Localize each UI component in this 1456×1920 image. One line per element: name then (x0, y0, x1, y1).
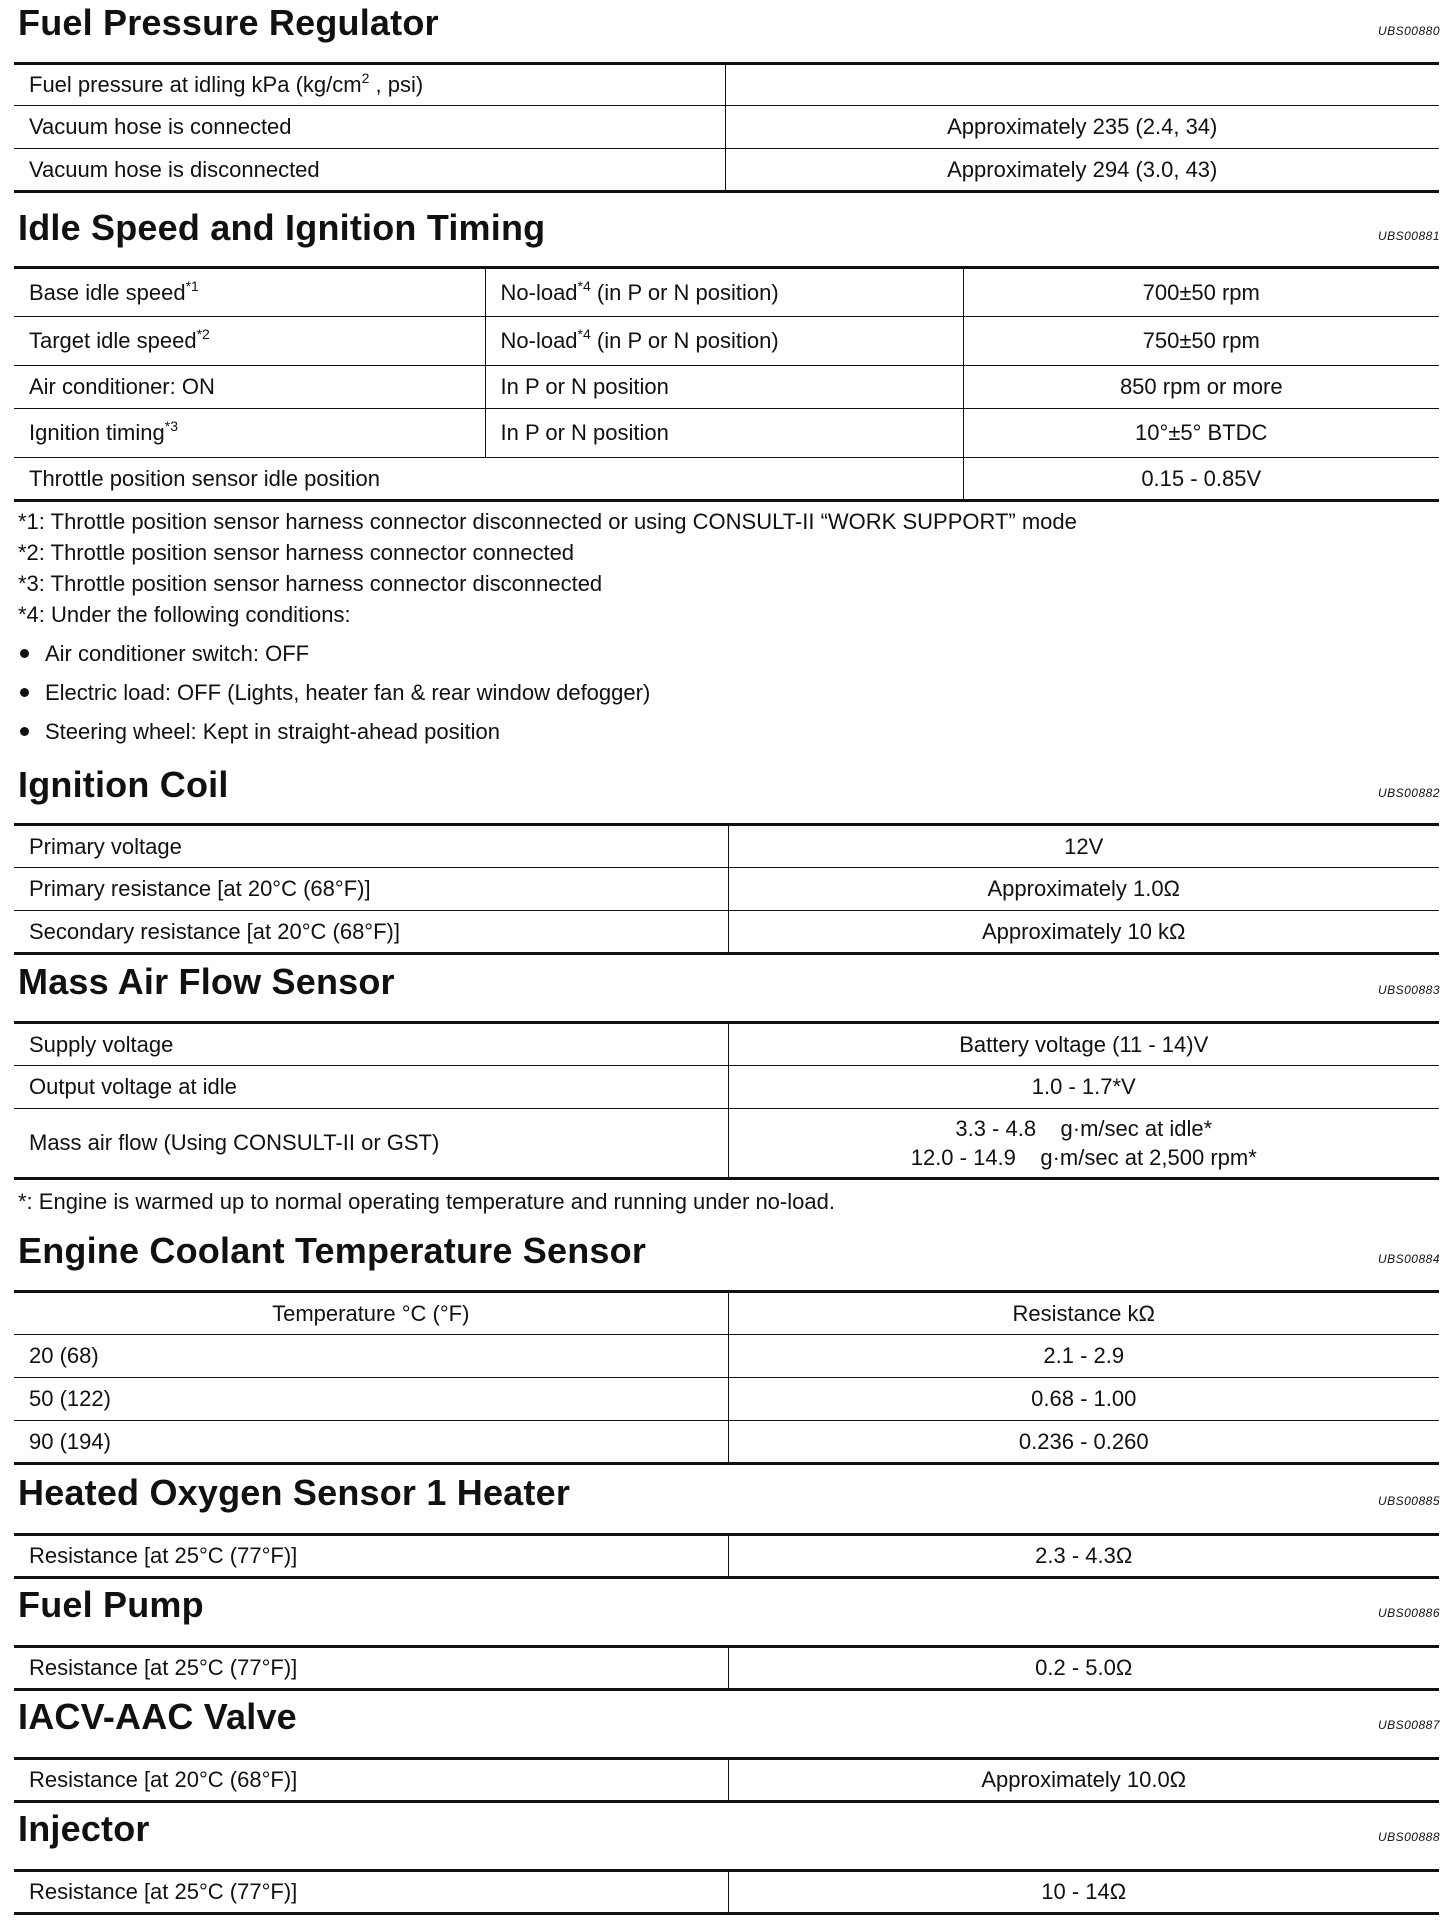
row-label: Target idle speed$^{*2}$ (14, 317, 485, 366)
bullet-icon (20, 649, 29, 658)
table-row (14, 868, 1439, 911)
row-label: Resistance [at 25°C (77°F)] (14, 1535, 728, 1578)
row-label: Ignition timing$^{*3}$ (14, 409, 485, 458)
row-value: 2.3 - 4.3Ω (728, 1535, 1439, 1578)
section-code: UBS00883 (1377, 983, 1440, 997)
bullet-icon (20, 688, 29, 697)
condition-bullet: Air conditioner switch: OFF (18, 641, 309, 667)
footnote: *4: Under the following conditions: (18, 602, 351, 627)
table-row (14, 1109, 1439, 1179)
row-label: Supply voltage (14, 1023, 728, 1066)
row-value (725, 64, 1439, 106)
row-condition: In P or N position (485, 409, 963, 458)
condition-bullet: Steering wheel: Kept in straight-ahead position (18, 719, 500, 745)
row-value: Approximately 1.0Ω (728, 868, 1439, 911)
row-condition: In P or N position (485, 366, 963, 409)
row-value: 0.15 - 0.85V (963, 458, 1439, 501)
table-row (14, 366, 1439, 409)
column-header: Temperature °C (°F) (14, 1292, 728, 1335)
section-code: UBS00882 (1377, 786, 1440, 800)
row-label: Air conditioner: ON (14, 366, 485, 409)
table-row (14, 458, 1439, 501)
row-condition: No-load$^{*4}$ (in P or N position) (485, 268, 963, 317)
table-row (14, 409, 1439, 458)
table-row (14, 149, 1439, 192)
row-label: Secondary resistance [at 20°C (68°F)] (14, 911, 728, 954)
table-row (14, 1378, 1439, 1421)
row-label: Resistance [at 20°C (68°F)] (14, 1759, 728, 1802)
mass-air-flow-table (14, 1021, 1439, 1180)
row-value: 850 rpm or more (963, 366, 1439, 409)
fuel-pressure-table (14, 62, 1439, 193)
section-title: Injector (18, 1808, 150, 1849)
table-row (14, 1023, 1439, 1066)
column-header: Resistance kΩ (728, 1292, 1439, 1335)
table-row (14, 64, 1439, 106)
row-label: Mass air flow (Using CONSULT-II or GST) (14, 1109, 728, 1179)
row-value: Battery voltage (11 - 14)V (728, 1023, 1439, 1066)
row-value (728, 1109, 1439, 1179)
section-title: Engine Coolant Temperature Sensor (18, 1230, 647, 1271)
row-value: Approximately 235 (2.4, 34) (725, 106, 1439, 149)
row-label: Vacuum hose is connected (14, 106, 725, 149)
section-title: Mass Air Flow Sensor (18, 961, 395, 1002)
row-value: 10°±5° BTDC (963, 409, 1439, 458)
value-line: 3.3 - 4.8 g·m/sec at idle* (955, 1116, 1213, 1141)
table-row (14, 825, 1439, 868)
section-code: UBS00881 (1377, 229, 1440, 243)
row-label: Fuel pressure at idling kPa ($kg/cm^2$ , psi) (14, 64, 725, 106)
table-row (14, 1066, 1439, 1109)
section-title: IACV-AAC Valve (18, 1696, 297, 1737)
table-row (14, 1759, 1439, 1802)
section-title: Fuel Pressure Regulator (18, 2, 439, 43)
table-row (14, 1535, 1439, 1578)
row-value: 700±50 rpm (963, 268, 1439, 317)
value-line: 12.0 - 14.9 g·m/sec at 2,500 rpm* (910, 1145, 1257, 1170)
idle-speed-table (14, 266, 1439, 502)
table-row (14, 1421, 1439, 1464)
row-condition: No-load$^{*4}$ (in P or N position) (485, 317, 963, 366)
row-label: Resistance [at 25°C (77°F)] (14, 1871, 728, 1914)
row-label: Resistance [at 25°C (77°F)] (14, 1647, 728, 1690)
section-title: Idle Speed and Ignition Timing (18, 207, 546, 248)
condition-bullet: Electric load: OFF (Lights, heater fan & rear window defogger) (18, 680, 650, 706)
section-code: UBS00884 (1377, 1252, 1440, 1266)
heated-oxygen-sensor-table (14, 1533, 1439, 1579)
table-row (14, 1871, 1439, 1914)
row-label: Primary voltage (14, 825, 728, 868)
section-code: UBS00888 (1377, 1830, 1440, 1844)
section-title: Heated Oxygen Sensor 1 Heater (18, 1472, 571, 1513)
table-row (14, 1335, 1439, 1378)
footnote: *: Engine is warmed up to normal operating temperature and running under no-load. (18, 1189, 835, 1214)
row-label: Base idle speed$^{*1}$ (14, 268, 485, 317)
row-value: 1.0 - 1.7*V (728, 1066, 1439, 1109)
row-value: 0.2 - 5.0Ω (728, 1647, 1439, 1690)
ignition-coil-table (14, 823, 1439, 955)
row-value: 0.68 - 1.00 (728, 1378, 1439, 1421)
section-code: UBS00886 (1377, 1606, 1440, 1620)
coolant-temperature-table (14, 1290, 1439, 1465)
footnote: *2: Throttle position sensor harness connector connected (18, 540, 575, 565)
section-code: UBS00887 (1377, 1718, 1440, 1732)
row-label: Throttle position sensor idle position (14, 458, 963, 501)
footnote: *3: Throttle position sensor harness connector disconnected (18, 571, 603, 596)
row-value: 10 - 14Ω (728, 1871, 1439, 1914)
row-value: 12V (728, 825, 1439, 868)
footnote: *1: Throttle position sensor harness connector disconnected or using CONSULT-II “WORK SUPPORT” mode (18, 509, 1077, 534)
row-value: 2.1 - 2.9 (728, 1335, 1439, 1378)
row-label: Output voltage at idle (14, 1066, 728, 1109)
row-label: 20 (68) (14, 1335, 728, 1378)
section-code: UBS00880 (1377, 24, 1440, 38)
row-value: Approximately 10 kΩ (728, 911, 1439, 954)
row-value: 750±50 rpm (963, 317, 1439, 366)
injector-table (14, 1869, 1439, 1915)
table-row (14, 317, 1439, 366)
section-code: UBS00885 (1377, 1494, 1440, 1508)
row-value: Approximately 10.0Ω (728, 1759, 1439, 1802)
row-value: 0.236 - 0.260 (728, 1421, 1439, 1464)
table-row (14, 911, 1439, 954)
table-row (14, 268, 1439, 317)
bullet-icon (20, 727, 29, 736)
fuel-pump-table (14, 1645, 1439, 1691)
row-label: Vacuum hose is disconnected (14, 149, 725, 192)
row-label: 90 (194) (14, 1421, 728, 1464)
table-header-row (14, 1292, 1439, 1335)
iacv-aac-valve-table (14, 1757, 1439, 1803)
row-label: Primary resistance [at 20°C (68°F)] (14, 868, 728, 911)
row-label: 50 (122) (14, 1378, 728, 1421)
section-title: Fuel Pump (18, 1584, 204, 1625)
table-row (14, 106, 1439, 149)
table-row (14, 1647, 1439, 1690)
section-title: Ignition Coil (18, 764, 229, 805)
row-value: Approximately 294 (3.0, 43) (725, 149, 1439, 192)
